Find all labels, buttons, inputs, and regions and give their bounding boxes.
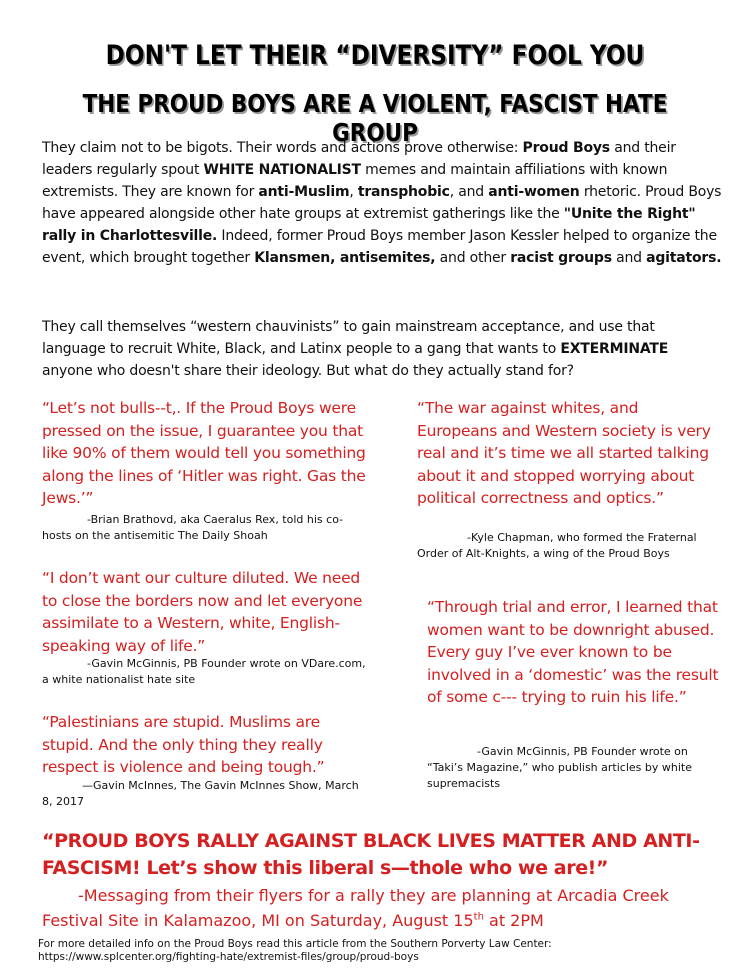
headline-line-1: DON'T LET THEIR “DIVERSITY” FOOL YOU (105, 40, 645, 71)
emphasis-text: anti-Muslim (258, 184, 350, 200)
body-text: , and (449, 184, 489, 200)
emphasis-text: "Unite the Right" rally in Charlottesville. (42, 206, 696, 244)
body-text: memes and maintain affiliations with known extremists. They are known for (42, 162, 668, 200)
rally-callout: “PROUD BOYS RALLY AGAINST BLACK LIVES MATTER AND ANTI-FASCISM! Let’s show this liberal s—thole who we are!” (42, 830, 700, 879)
splc-link[interactable]: https://www.splcenter.org/fighting-hate/extremist-files/group/proud-boys (38, 951, 419, 963)
quote-attribution: —Gavin McInnes, The Gavin McInnes Show, March 8, 2017 (42, 779, 359, 808)
quote-attribution: -Kyle Chapman, who formed the Fraternal Order of Alt-Knights, a wing of the Proud Boys (417, 531, 697, 560)
quote-attribution: -Gavin McGinnis, PB Founder wrote on “Taki’s Magazine,” who publish articles by white supremacists (427, 745, 692, 790)
quote-chapman: “The war against whites, and Europeans and Western society is very real and it’s time we all started talking about it and stopped worrying about political correctness and optics.” (417, 399, 711, 507)
body-text: and other (435, 250, 511, 266)
body-text: rhetoric. Proud Boys have appeared alongside other hate groups at extremist gatherings like the (42, 184, 722, 222)
emphasis-text: racist groups (510, 250, 612, 266)
emphasis-text: Klansmen, antisemites, (254, 250, 436, 266)
footer-note (38, 938, 728, 964)
quote-mcinnes-palestinians: “Palestinians are stupid. Muslims are stupid. And the only thing they really respect is violence and being tough.” (42, 713, 325, 776)
quote-attribution: -Gavin McGinnis, PB Founder wrote on VDare.com, a white nationalist hate site (42, 657, 366, 686)
quote-mcginnis-women: “Through trial and error, I learned that women want to be downright abused. Every guy I’ve ever known to be involved in a ‘domestic’ was the result of some c--- trying to ruin his life.” (427, 598, 719, 706)
body-text: Indeed, former Proud Boys member Jason Kessler helped to organize the event, which brought together (42, 228, 717, 266)
flyer-messaging: -Messaging from their flyers for a rally they are planning at Arcadia Creek Festival Site in Kalamazoo, MI on Saturday, August 15th at 2PM (42, 886, 669, 930)
intro-paragraph-2 (42, 316, 722, 382)
body-text: , (349, 184, 358, 200)
emphasis-text: agitators. (646, 250, 722, 266)
emphasis-text: WHITE NATIONALIST (203, 162, 361, 178)
quote-brathovd: “Let’s not bulls--t,. If the Proud Boys were pressed on the issue, I guarantee you that like 90% of them would tell you something along the lines of ‘Hitler was right. Gas the Jews.’” (42, 399, 366, 507)
intro-paragraph-1 (42, 137, 722, 269)
headline-line-2: THE PROUD BOYS ARE A VIOLENT, FASCIST HATE GROUP (82, 89, 668, 147)
body-text: anyone who doesn't share their ideology. But what do they actually stand for? (42, 363, 574, 379)
quote-mcginnis-culture: “I don’t want our culture diluted. We need to close the borders now and let everyone assimilate to a Western, white, English-speaking way of life.” (42, 569, 363, 655)
emphasis-text: anti-women (488, 184, 580, 200)
quote-attribution: -Brian Brathovd, aka Caeralus Rex, told his co-hosts on the antisemitic The Daily Shoah (42, 513, 344, 542)
body-text: and (611, 250, 647, 266)
emphasis-text: transphobic (357, 184, 450, 200)
emphasis-text: EXTERMINATE (560, 341, 669, 357)
emphasis-text: Proud Boys (522, 140, 610, 156)
body-text: They call themselves “western chauvinists” to gain mainstream acceptance, and use that language to recruit White, Black, and Latinx people to a gang that wants to (42, 319, 655, 357)
footer-text: For more detailed info on the Proud Boys read this article from the Southern Porverty Law Center: (38, 938, 552, 950)
body-text: and their leaders regularly spout (42, 140, 676, 178)
body-text: They claim not to be bigots. Their words and actions prove otherwise: (42, 140, 523, 156)
